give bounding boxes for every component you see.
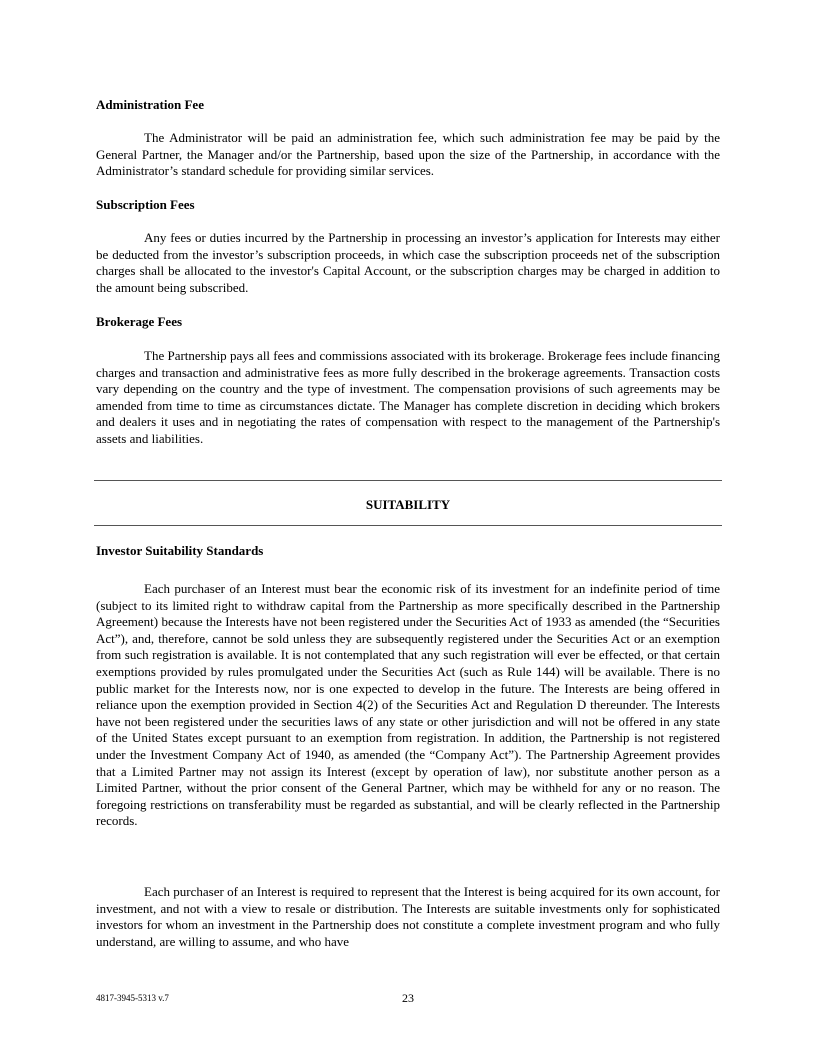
investor-standards-heading: Investor Suitability Standards (96, 543, 264, 558)
admin-fee-paragraph: The Administrator will be paid an administration fee, which such administration fee may be paid by the General Partner, the Manager and/or the Partnership, based upon the size of the Partnership, in accordance with the Administrator’s standard schedule for providing similar services. (96, 130, 720, 179)
subscription-fees-paragraph: Any fees or duties incurred by the Partnership in processing an investor’s application for Interests may either be deducted from the investor’s subscription proceeds, in which case the subscription proceeds net of the subscription charges shall be allocated to the investor's Capital Account, or the subscription charges may be charged in addition to the amount being subscribed. (96, 230, 720, 295)
brokerage-fees-paragraph: The Partnership pays all fees and commissions associated with its brokerage. Brokerage fees include financing charges and transaction and administrative fees as more fully described in the brokerage agreements. Transaction costs vary depending on the country and the type of investment. The compensation provisions of such agreements may be amended from time to time as circumstances dictate. The Manager has complete discretion in deciding which brokers and dealers it uses and in negotiating the rates of compensation with respect to the management of the Partnership's assets and liabilities. (96, 348, 720, 446)
page-number: 23 (402, 991, 414, 1005)
investor-standards-paragraph-1: Each purchaser of an Interest must bear the economic risk of its investment for an indefinite period of time (subject to its limited right to withdraw capital from the Partnership as more specifically described in the Partnership Agreement) because the Interests have not been registered under the Securities Act of 1933 as amended (the “Securities Act”), and, therefore, cannot be sold unless they are subsequently registered under the Securities Act or an exemption from such registration is available. It is not contemplated that any such registration will ever be effected, or that certain exemptions provided by rules promulgated under the Securities Act (such as Rule 144) will be available. There is no public market for the Interests now, nor is one expected to develop in the future. The Interests are being offered in reliance upon the exemption provided in Section 4(2) of the Securities Act and Regulation D thereunder. The Interests have not been registered under the securities laws of any state or other jurisdiction and will not be offered in any state of the United States except pursuant to an exemption from registration. In addition, the Partnership is not registered under the Investment Company Act of 1940, as amended (the “Company Act”). The Partnership Agreement provides that a Limited Partner may not assign its Interest (except by operation of law), nor substitute another person as a Limited Partner, without the prior consent of the General Partner, which may be withheld for any or no reason. The foregoing restrictions on transferability must be regarded as substantial, and will be clearly reflected in the Partnership records. (96, 581, 720, 829)
section-divider-bottom (94, 525, 722, 526)
admin-fee-heading: Administration Fee (96, 97, 204, 112)
brokerage-fees-heading: Brokerage Fees (96, 314, 183, 329)
subscription-fees-heading: Subscription Fees (96, 197, 195, 212)
section-divider-top (94, 480, 722, 481)
document-id: 4817-3945-5313 v.7 (96, 993, 169, 1003)
suitability-title: SUITABILITY (365, 497, 451, 512)
investor-standards-paragraph-2: Each purchaser of an Interest is required to represent that the Interest is being acquired for its own account, for investment, and not with a view to resale or distribution. The Interests are suitable investments only for sophisticated investors for whom an investment in the Partnership does not constitute a complete investment program and who fully understand, are willing to assume, and who have (96, 884, 720, 949)
